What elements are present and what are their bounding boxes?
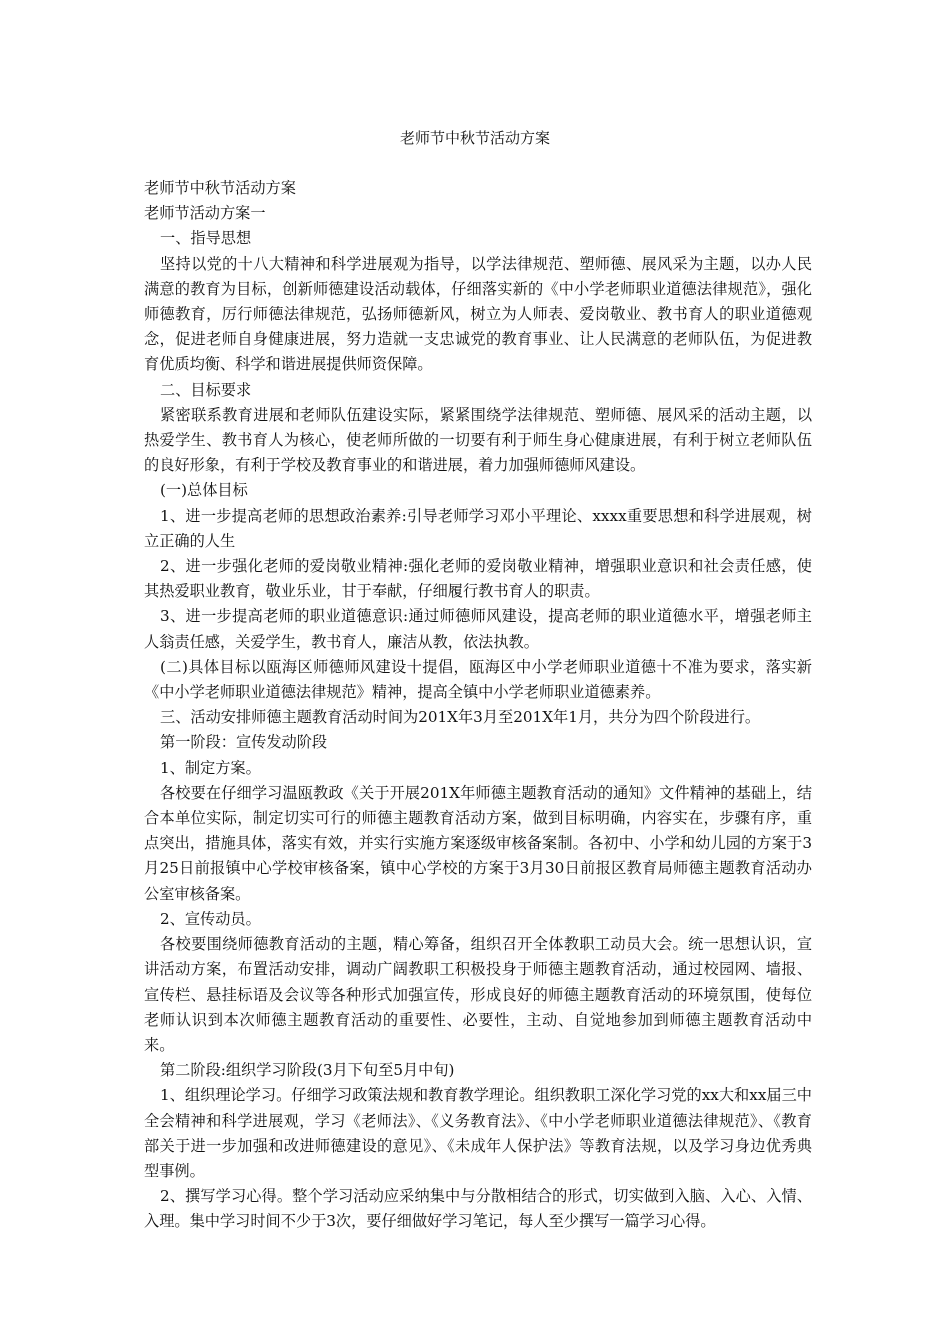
- paragraph: 2、宣传动员。: [160, 909, 261, 928]
- paragraph: 2、进一步强化老师的爱岗敬业精神:强化老师的爱岗敬业精神，增强职业意识和社会责任感，使其热爱职业教育，敬业乐业，甘于奉献，仔细履行教书育人的职责。: [144, 557, 812, 601]
- paragraph: 1、组织理论学习。仔细学习政策法规和教育教学理论。组织教职工深化学习党的xx大和xx届三中全会精神和科学进展观，学习《老师法》、《义务教育法》、《中小学老师职业道德法律规范》、《教育部关于进一步加强和改进师德建设的意见》、《未成年人保护法》等教育法规，以及学习身边优秀典型事例。: [144, 1086, 812, 1180]
- document-body: [144, 176, 812, 1235]
- paragraph: 老师节活动方案一: [144, 204, 266, 223]
- paragraph: 各校要围绕师德教育活动的主题，精心筹备，组织召开全体教职工动员大会。统一思想认识，宣讲活动方案，布置活动安排，调动广阔教职工积极投身于师德主题教育活动，通过校园网、墙报、宣传栏、悬挂标语及会议等各种形式加强宣传，形成良好的师德主题教育活动的环境氛围，使每位老师认识到本次师德主题教育活动的重要性、必要性，主动、自觉地参加到师德主题教育活动中来。: [144, 935, 812, 1054]
- section-heading: 一、指导思想: [160, 229, 252, 248]
- paragraph: 老师节中秋节活动方案: [144, 179, 296, 197]
- section-heading: 二、目标要求: [160, 380, 252, 399]
- paragraph: 紧密联系教育进展和老师队伍建设实际，紧紧围绕学法律规范、塑师德、展风采的活动主题，以热爱学生、教书育人为核心，使老师所做的一切要有利于师生身心健康进展，有利于树立老师队伍的良好形象，有利于学校及教育事业的和谐进展，着力加强师德师风建设。: [144, 405, 812, 475]
- paragraph: 三、活动安排师德主题教育活动时间为201X年3月至201X年1月，共分为四个阶段进行。: [160, 708, 761, 727]
- paragraph: 1、进一步提高老师的思想政治素养:引导老师学习邓小平理论、xxxx重要思想和科学进展观，树立正确的人生: [144, 506, 812, 550]
- stage-heading: 第一阶段：宣传发动阶段: [160, 733, 328, 752]
- subsection-heading: (一)总体目标: [160, 481, 248, 500]
- paragraph: 1、制定方案。: [160, 758, 261, 777]
- paragraph: 2、撰写学习心得。整个学习活动应采纳集中与分散相结合的形式，切实做到入脑、入心、入情、入理。集中学习时间不少于3次，要仔细做好学习笔记，每人至少撰写一篇学习心得。: [144, 1187, 812, 1231]
- paragraph: 3、进一步提高老师的职业道德意识:通过师德师风建设，提高老师的职业道德水平，增强老师主人翁责任感，关爱学生，教书育人，廉洁从教，依法执教。: [144, 607, 812, 651]
- paragraph: 坚持以党的十八大精神和科学进展观为指导，以学法律规范、塑师德、展风采为主题，以办人民满意的教育为目标，创新师德建设活动载体，仔细落实新的《中小学老师职业道德法律规范》，强化师德教育，厉行师德法律规范，弘扬师德新风，树立为人师表、爱岗敬业、教书育人的职业道德观念，促进老师自身健康进展，努力造就一支忠诚党的教育事业、让人民满意的老师队伍，为促进教育优质均衡、科学和谐进展提供师资保障。: [144, 254, 812, 374]
- paragraph: (二)具体目标以瓯海区师德师风建设十提倡，瓯海区中小学老师职业道德十不准为要求，落实新《中小学老师职业道德法律规范》精神，提高全镇中小学老师职业道德素养。: [144, 657, 812, 702]
- stage-heading: 第二阶段:组织学习阶段(3月下旬至5月中旬): [160, 1061, 455, 1080]
- document-title: 老师节中秋节活动方案: [399, 129, 550, 147]
- paragraph: 各校要在仔细学习温瓯教政《关于开展201X年师德主题教育活动的通知》文件精神的基础上，结合本单位实际，制定切实可行的师德主题教育活动方案，做到目标明确，内容实在，步骤有序，重点突出，措施具体，落实有效，并实行实施方案逐级审核备案制。各初中、小学和幼儿园的方案于3月25日前报镇中心学校审核备案，镇中心学校的方案于3月30日前报区教育局师德主题教育活动办公室审核备案。: [144, 783, 812, 903]
